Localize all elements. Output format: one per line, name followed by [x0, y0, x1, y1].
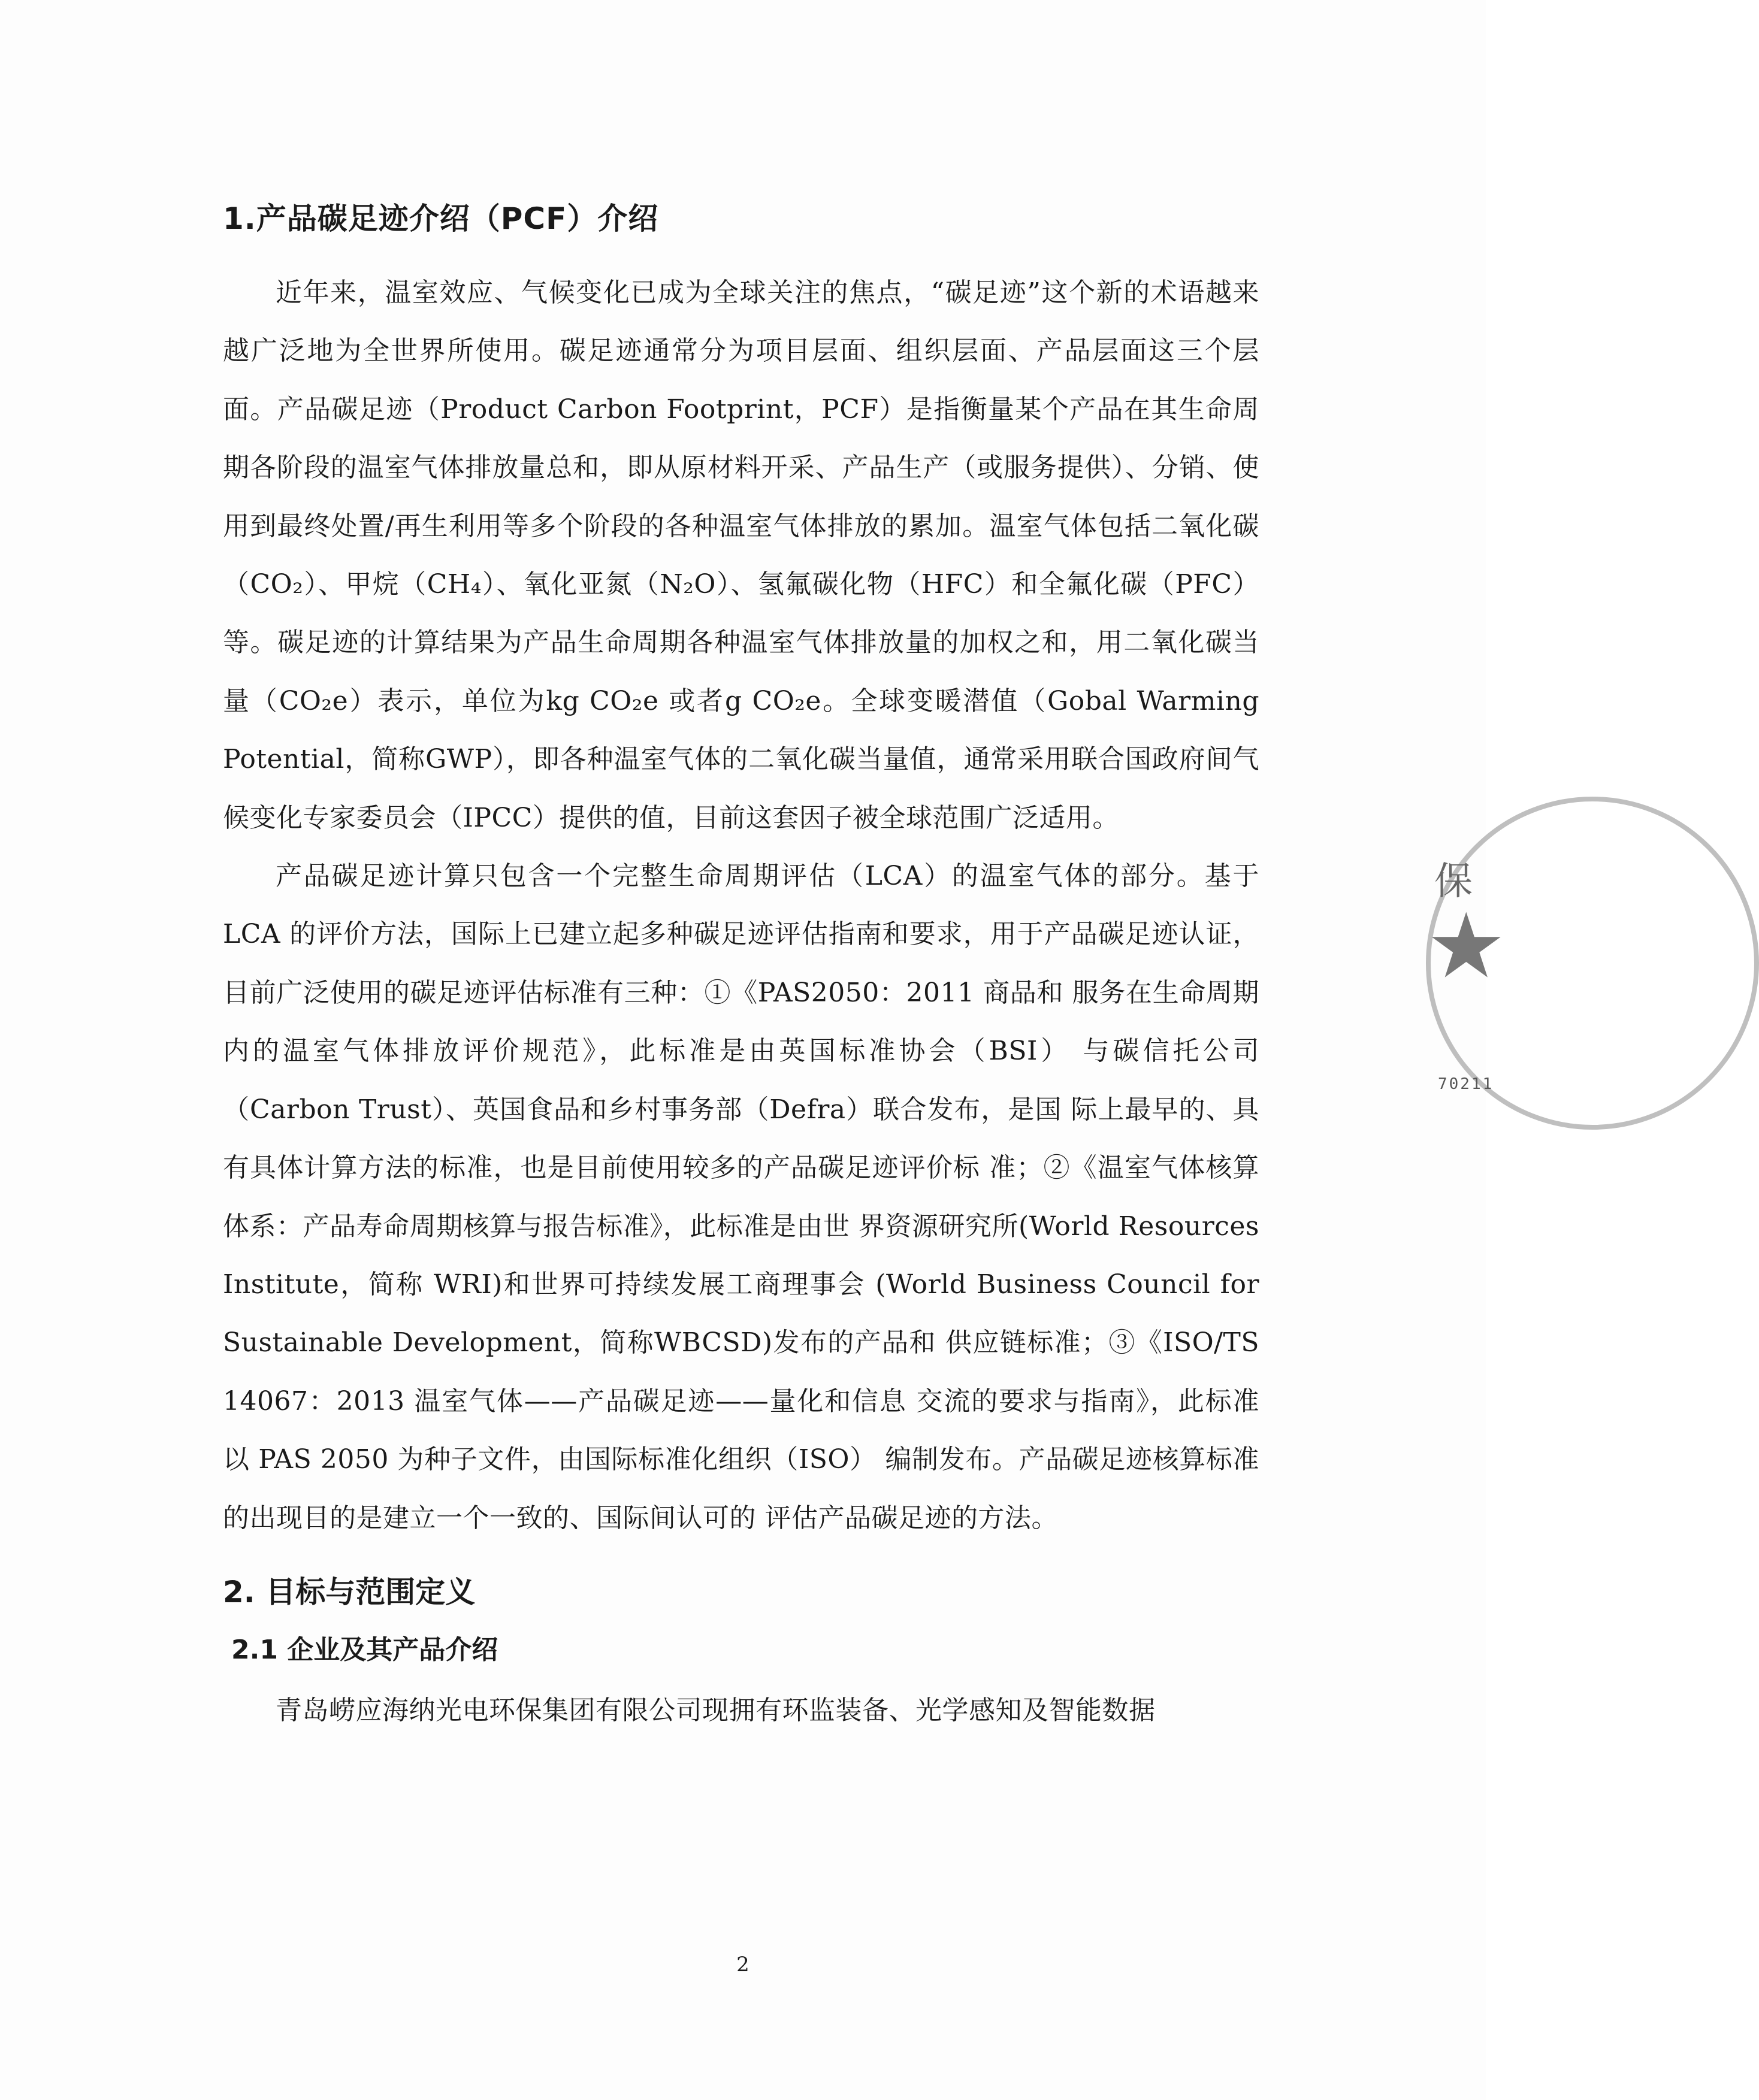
- page-number: 2: [736, 1953, 749, 1977]
- subsection-2-1-heading: 2.1 企业及其产品介绍: [231, 1634, 498, 1665]
- seal-code: 70211: [1438, 1075, 1494, 1093]
- section-1-paragraph-2: 产品碳足迹计算只包含一个完整生命周期评估（LCA）的温室气体的部分。基于 LCA 的评价方法，国际上已建立起多种碳足迹评估指南和要求，用于产品碳足迹认证，目前广泛使用的碳足迹评估标准有三种：①《PAS2050：2011 商品和 服务在生命周期内的温室气体排放评价规范》，此标准是由英国标准协会（BSI） 与碳信托公司（Carbon Trust）、英国食品和乡村事务部（Defra）联合发布，是国 际上最早的、具有具体计算方法的标准，也是目前使用较多的产品碳足迹评价标 准；②《温室气体核算体系：产品寿命周期核算与报告标准》，此标准是由世 界资源研究所(World Resources Institute，简称 WRI)和世界可持续发展工商理事会 (World Business Council for Sustainable Development，简称WBCSD)发布的产品和 供应链标准；③《ISO/TS 14067：2013 温室气体——产品碳足迹——量化和信息 交流的要求与指南》，此标准以 PAS 2050 为种子文件，由国际标准化组织（ISO） 编制发布。产品碳足迹核算标准的出现目的是建立一个一致的、国际间认可的 评估产品碳足迹的方法。: [223, 861, 1259, 1533]
- seal-character: 保: [1434, 860, 1473, 904]
- official-seal-fragment: [1426, 797, 1507, 1132]
- main-content: [223, 198, 1259, 1739]
- section-1-heading: 1.产品碳足迹介绍（PCF）介绍: [223, 201, 659, 236]
- subsection-2-1-paragraph: 青岛崂应海纳光电环保集团有限公司现拥有环监装备、光学感知及智能数据: [276, 1694, 1156, 1726]
- section-1-paragraph-1: 近年来，温室效应、气候变化已成为全球关注的焦点，“碳足迹”这个新的术语越来越广泛地为全世界所使用。碳足迹通常分为项目层面、组织层面、产品层面这三个层面。产品碳足迹（Product Carbon Footprint，PCF）是指衡量某个产品在其生命周期各阶段的温室气体排放量总和，即从原材料开采、产品生产（或服务提供）、分销、使用到最终处置/再生利用等多个阶段的各种温室气体排放的累加。温室气体包括二氧化碳（CO₂）、甲烷（CH₄）、氧化亚氮（N₂O）、氢氟碳化物（HFC）和全氟化碳（PFC）等。碳足迹的计算结果为产品生命周期各种温室气体排放量的加权之和，用二氧化碳当量（CO₂e）表示，单位为kg CO₂e 或者g CO₂e。全球变暖潜值（Gobal Warming Potential，简称GWP），即各种温室气体的二氧化碳当量值，通常采用联合国政府间气候变化专家委员会（IPCC）提供的值，目前这套因子被全球范围广泛适用。: [223, 277, 1259, 833]
- seal-star-icon: ★: [1426, 894, 1507, 998]
- section-2-heading: 2. 目标与范围定义: [223, 1574, 476, 1609]
